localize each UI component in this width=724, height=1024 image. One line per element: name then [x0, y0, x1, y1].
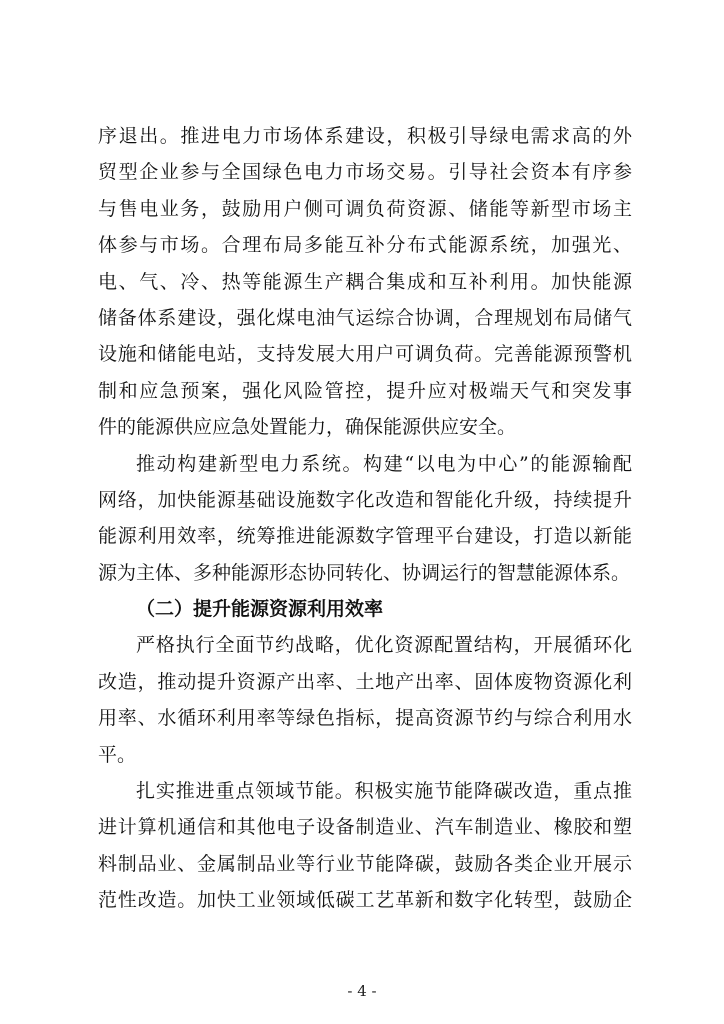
- text-line: 体参与市场。合理布局多能互补分布式能源系统，加强光、: [98, 234, 632, 257]
- text-line: 网络，加快能源基础设施数字化改造和智能化升级，持续提升: [98, 488, 632, 511]
- text-line: 范性改造。加快工业领域低碳工艺革新和数字化转型，鼓励企: [98, 889, 632, 912]
- text-line: 件的能源供应应急处置能力，确保能源供应安全。: [98, 416, 517, 439]
- text-line: 扎实推进重点领域节能。积极实施节能降碳改造，重点推: [136, 780, 632, 803]
- text-line: 与售电业务，鼓励用户侧可调负荷资源、储能等新型市场主: [98, 197, 632, 220]
- page-number: - 4 -: [347, 982, 377, 1000]
- text-line: 贸型企业参与全国绿色电力市场交易。引导社会资本有序参: [98, 161, 632, 184]
- text-line: 储备体系建设，强化煤电油气运综合协调，合理规划布局储气: [98, 306, 632, 329]
- paragraph-energy-saving: [98, 773, 632, 919]
- text-line: 用率、水循环利用率等绿色指标，提高资源节约与综合利用水: [98, 707, 632, 730]
- text-line: 进计算机通信和其他电子设备制造业、汽车制造业、橡胶和塑: [98, 816, 632, 839]
- paragraph-new-power-system: [98, 446, 632, 592]
- text-line: 源为主体、多种能源形态协同转化、协调运行的智慧能源体系。: [98, 561, 631, 584]
- text-line: 电、气、冷、热等能源生产耦合集成和互补利用。加快能源: [98, 270, 632, 293]
- text-line: 能源利用效率，统筹推进能源数字管理平台建设，打造以新能: [98, 525, 632, 548]
- text-line: 设施和储能电站，支持发展大用户可调负荷。完善能源预警机: [98, 343, 632, 366]
- text-line: 平。: [98, 743, 137, 766]
- text-line: 制和应急预案，强化风险管控，提升应对极端天气和突发事: [98, 379, 632, 402]
- text-line: 推动构建新型电力系统。构建“以电为中心”的能源输配: [136, 452, 632, 475]
- document-body: [98, 118, 632, 919]
- text-line: 料制品业、金属制品业等行业节能降碳，鼓励各类企业开展示: [98, 852, 632, 875]
- text-line: 序退出。推进电力市场体系建设，积极引导绿电需求高的外: [98, 125, 632, 147]
- text-line: 严格执行全面节约战略，优化资源配置结构，开展循环化: [136, 634, 632, 657]
- paragraph-resource-efficiency: [98, 627, 632, 773]
- text-line: 改造，推动提升资源产出率、土地产出率、固体废物资源化利: [98, 670, 632, 693]
- section-heading: （二）提升能源资源利用效率: [136, 598, 384, 621]
- paragraph-energy-market: [98, 118, 632, 446]
